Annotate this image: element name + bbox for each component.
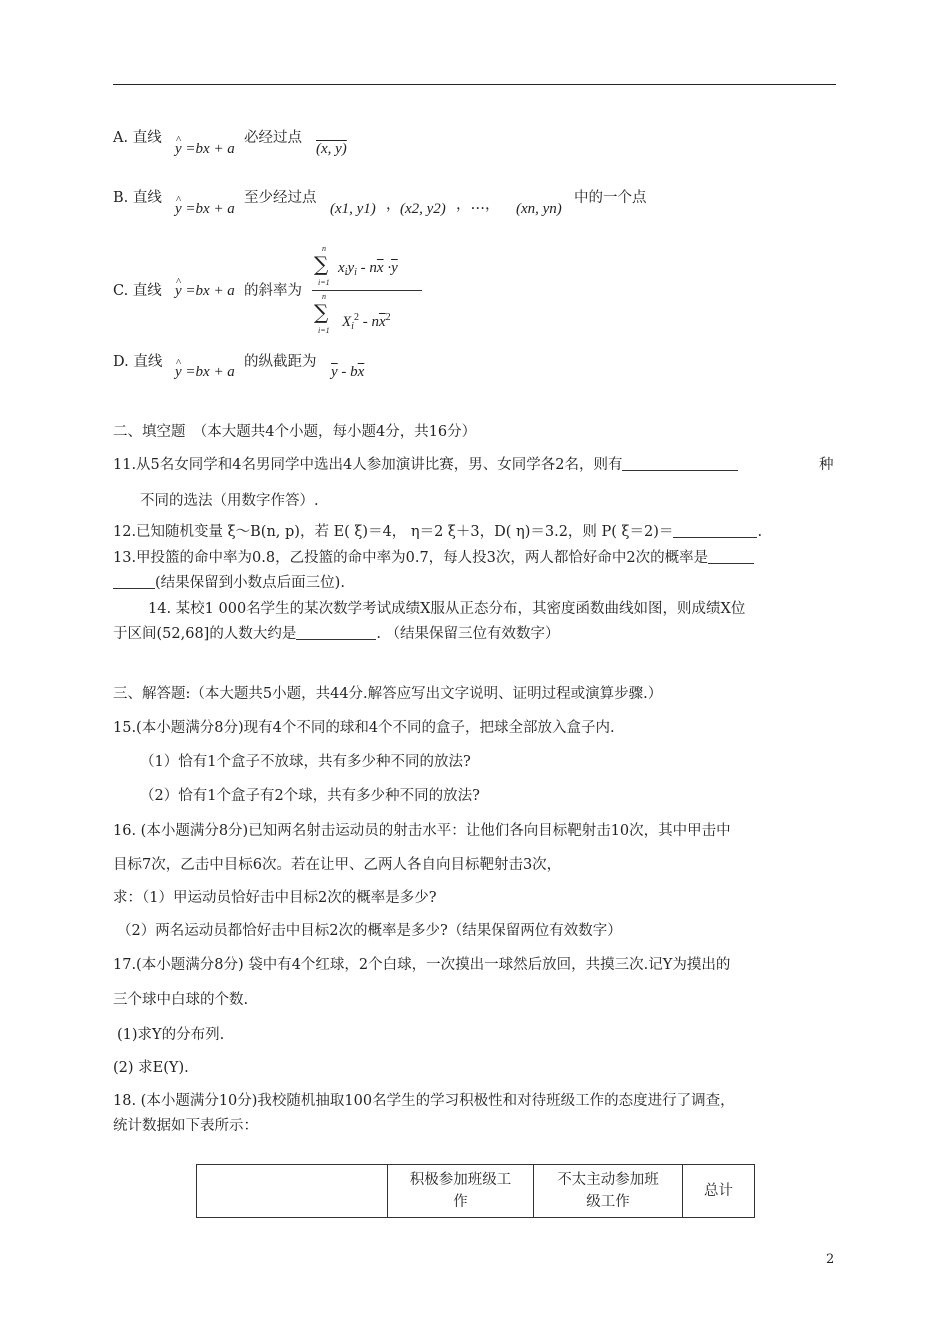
sum-upper-limit: n	[322, 244, 326, 253]
q11-blank	[622, 456, 738, 471]
option-b-eq: ^ y =bx + a	[175, 199, 235, 219]
table-header-passive	[534, 1165, 683, 1218]
q13-tail: (结果保留到小数点后面三位).	[155, 575, 345, 591]
section3-heading: 三、解答题:（本大题共5小题，共44分.解答应写出文字说明、证明过程或演算步骤.）	[113, 686, 663, 702]
q16-part1: 求：（1）甲运动员恰好击中目标2次的概率是多少?	[113, 890, 437, 906]
q12-end: .	[757, 524, 763, 540]
option-a-eq: ^ y =bx + a	[175, 139, 235, 159]
option-d-eq: ^ y =bx + a	[175, 362, 235, 382]
q11-text: 11.从5名女同学和4名男同学中选出4人参加演讲比赛，男、女同学各2名，则有	[113, 457, 623, 473]
numerator-expression: $x_iy_i - n\overline{x} \cdot\overline{y}$	[338, 260, 398, 278]
option-b-prefix: B. 直线	[113, 190, 162, 206]
sum-upper-limit: n	[322, 292, 326, 301]
option-b-mid: 至少经过点	[244, 190, 317, 206]
option-a-point: (x, y)	[316, 141, 347, 157]
q16-line2: 目标7次，乙击中目标6次。若在让甲、乙两人各自向目标靶射击3次，	[113, 857, 562, 873]
option-c-mid: 的斜率为	[244, 283, 302, 299]
table-header-total: 总计	[683, 1165, 755, 1218]
option-b-sep1: ，	[386, 197, 401, 213]
q15-part2: （2）恰有1个盒子有2个球，共有多少种不同的放法?	[140, 788, 480, 804]
option-a-equation	[175, 139, 235, 159]
table-header-passive-line1: 不太主动参加班	[557, 1172, 659, 1188]
q11-line2: 不同的选法（用数字作答）.	[140, 493, 319, 509]
table-header-passive-line2: 级工作	[586, 1194, 630, 1210]
fraction-bar	[312, 290, 422, 291]
sum-symbol: ∑	[314, 300, 329, 324]
option-d-expression: $\overline{y} - b\overline{x}$	[331, 364, 365, 380]
option-c-eq: ^ y =bx + a	[175, 281, 235, 301]
option-a	[113, 128, 162, 148]
q13-blank-b	[113, 574, 155, 589]
q17-part2: (2) 求E(Y).	[113, 1060, 189, 1076]
table-header-active-line1: 积极参加班级工	[409, 1172, 512, 1188]
section2-heading: 二、填空题 （本大题共4个小题，每小题4分，共16分）	[113, 424, 477, 440]
q15-part1: （1）恰有1个盒子不放球，共有多少种不同的放法?	[140, 754, 471, 770]
sum-lower-limit: i=1	[318, 326, 330, 335]
q11-line1	[113, 455, 738, 475]
q13-blank-a	[708, 549, 754, 564]
option-c-prefix: C. 直线	[113, 283, 162, 299]
option-a-mid: 必经过点	[244, 130, 302, 146]
option-d-prefix: D. 直线	[113, 354, 163, 370]
q16-line1: 16. (本小题满分8分)已知两名射击运动员的射击水平：让他们各向目标靶射击10次，其中甲击中	[113, 823, 731, 839]
q13-text: 13.甲投篮的命中率为0.8，乙投篮的命中率为0.7，每人投3次，两人都恰好命中2次的概率是	[113, 550, 709, 566]
sum-symbol: ∑	[314, 252, 329, 276]
q14-line1: 14. 某校1 000名学生的某次数学考试成绩X服从正态分布，其密度函数曲线如图，则成绩X位	[148, 601, 746, 617]
page-number: 2	[826, 1252, 835, 1267]
option-b-tail: 中的一个点	[574, 190, 647, 206]
q12-line	[113, 522, 762, 542]
table-header-row	[197, 1165, 755, 1218]
q18-line1: 18. (本小题满分10分)我校随机抽取100名学生的学习积极性和对待班级工作的态度进行了调查，	[113, 1093, 735, 1109]
q14-blank	[296, 625, 376, 640]
q17-part1: (1)求Y的分布列.	[117, 1027, 225, 1043]
q12-text: 12.已知随机变量 ξ～B(n, p)，若 E( ξ)＝4， η＝2 ξ＋3，D( η)＝3.2，则 P( ξ＝2)＝	[113, 524, 674, 540]
fraction-numerator	[312, 244, 422, 288]
q17-line2: 三个球中白球的个数.	[113, 992, 249, 1008]
option-b-sep2: ，…，	[456, 197, 500, 213]
header-rule	[113, 84, 836, 85]
q15-text: 15.(本小题满分8分)现有4个不同的球和4个不同的盒子，把球全部放入盒子内.	[113, 720, 615, 736]
option-b-point1: (x1, y1)	[330, 201, 376, 217]
option-d-mid: 的纵截距为	[244, 354, 317, 370]
option-b-equation	[175, 199, 235, 219]
q16-part2: （2）两名运动员都恰好击中目标2次的概率是多少?（结果保留两位有效数字）	[117, 923, 622, 939]
sum-lower-limit: i=1	[318, 278, 330, 287]
q17-line1: 17.(本小题满分8分) 袋中有4个红球，2个白球，一次摸出一球然后放回，共摸三次.记Y为摸出的	[113, 957, 731, 973]
option-a-prefix: A. 直线	[113, 130, 162, 146]
q12-blank	[673, 523, 757, 538]
table-header-empty	[197, 1165, 388, 1218]
q14-tail: . （结果保留三位有效数字）	[376, 626, 560, 642]
q13-line2	[113, 573, 345, 593]
survey-table	[196, 1164, 755, 1218]
q13-line1	[113, 548, 754, 568]
table-header-active-line2: 作	[453, 1194, 468, 1210]
q14-line2	[113, 624, 560, 644]
q14-text: 于区间(52,68]的人数大约是	[113, 626, 297, 642]
fraction-denominator	[312, 294, 422, 336]
q11-end: 种	[819, 457, 834, 473]
q18-line2: 统计数据如下表所示：	[113, 1118, 258, 1134]
option-b-pointn: (xn, yn)	[516, 201, 562, 217]
denominator-expression: $X_i^2 - n\overline{x}^2$	[342, 312, 391, 332]
option-c-equation	[175, 281, 235, 301]
option-b-point2: (x2, y2)	[400, 201, 446, 217]
option-d-equation	[175, 362, 235, 382]
table-header-active	[388, 1165, 534, 1218]
